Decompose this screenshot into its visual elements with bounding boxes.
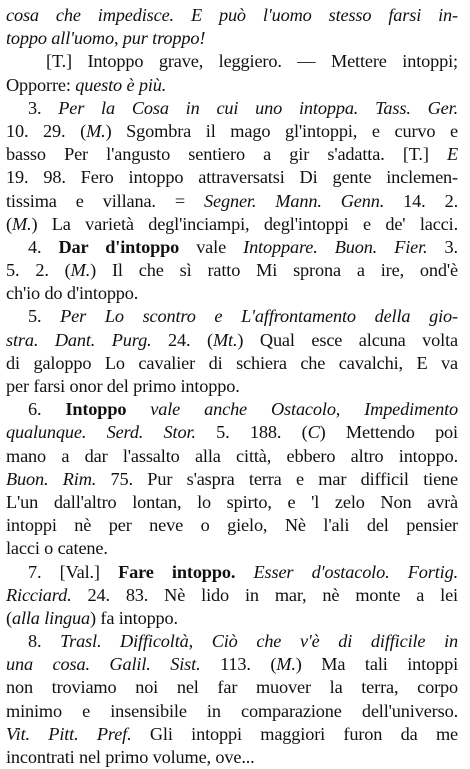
text-run: ) fa intoppo. [90, 607, 178, 628]
text-run: non troviamo noi nel far muover la terra, corpo [6, 677, 458, 698]
text-line [6, 421, 458, 444]
italic-phrase: questo è più. [75, 74, 167, 95]
text-line [6, 4, 458, 27]
text-run: incontrati nel primo volume, ove... [6, 747, 255, 767]
text-run: intoppi nè per neve o gielo, Nè l'ali del pensier [6, 515, 458, 536]
italic-phrase: toppo all'uomo, pur troppo! [6, 28, 206, 49]
italic-phrase: M. [276, 654, 296, 675]
text-line [6, 97, 458, 120]
text-line [6, 375, 458, 398]
text-run: mano a dar l'assalto alla città, ebbero altro intoppo. [6, 445, 458, 466]
text-line [6, 213, 458, 236]
text-run: basso Per l'angusto sentiero a gir s'adatta. [T.] [6, 144, 447, 165]
text-line [6, 120, 458, 143]
text-run: 24. 83. Nè lido in mar, nè monte a lei [71, 584, 458, 605]
text-line [6, 653, 458, 676]
text-run: ) Ma tali intoppi [295, 654, 458, 675]
italic-phrase: cosa che impedisce. E può l'uomo stesso farsi in- [6, 5, 458, 25]
text-run: [T.] Intoppo grave, leggiero. — Mettere intoppi; [46, 51, 458, 72]
text-line [6, 166, 458, 189]
text-run: per farsi onor del primo intoppo. [6, 376, 240, 396]
text-run: ) La varietà degl'inciampi, degl'intoppi e de' lacci. [31, 213, 458, 234]
text-line [6, 561, 458, 584]
text-run: ) Il che sì ratto Mi sprona a ire, ond'è [90, 260, 458, 281]
text-run: 14. 2. [384, 190, 458, 211]
text-line [6, 746, 458, 769]
text-run: Gli intoppi maggiori furon da me [131, 723, 458, 744]
italic-phrase: una cosa. Galil. Sist. [6, 654, 201, 675]
text-run: 5. 2. ( [6, 260, 71, 281]
text-line [6, 445, 458, 468]
text-line [6, 514, 458, 537]
text-line [6, 190, 458, 213]
text-run: 8. [28, 631, 61, 652]
italic-phrase: Trasl. Difficoltà, Ciò che v'è di difficile in [60, 631, 458, 652]
text-run: 6. [28, 399, 66, 420]
text-run: vale [179, 236, 244, 257]
text-line [6, 329, 458, 352]
text-run: 3. [427, 236, 458, 257]
italic-phrase: Ricciard. [6, 584, 72, 605]
text-line [6, 50, 458, 73]
italic-phrase: M. [11, 213, 32, 234]
text-run: ( [6, 213, 12, 234]
text-line [6, 352, 458, 375]
text-run: ) Qual esce alcuna volta [237, 329, 458, 350]
bold-phrase: Intoppo [65, 399, 127, 420]
bold-phrase: Dar d'intoppo [58, 236, 180, 257]
italic-phrase: Esser d'ostacolo. Fortig. [235, 561, 458, 582]
text-run: di galoppo Lo cavalier di schiera che cavalchi, E va [6, 352, 458, 373]
text-line [6, 537, 458, 560]
text-run: 5. [28, 306, 61, 327]
italic-phrase: Vit. Pitt. Pref. [6, 723, 132, 744]
italic-phrase: stra. Dant. Purg. [6, 329, 152, 350]
italic-phrase: M. [70, 260, 91, 281]
text-line [6, 259, 458, 282]
text-line [6, 236, 458, 259]
italic-phrase: M. [86, 120, 106, 141]
italic-phrase: Intoppare. Buon. Fier. [243, 236, 428, 257]
text-line [6, 27, 458, 50]
text-run: 5. 188. ( [195, 422, 308, 443]
text-line [6, 398, 458, 421]
text-run: ) Mettendo poi [319, 422, 458, 443]
text-run: minimo e insensibile in comparazione dell'universo. [6, 700, 458, 721]
italic-phrase: Per la Cosa in cui uno intoppa. Tass. Ger. [58, 97, 458, 118]
text-line [6, 723, 458, 746]
text-run: 75. Pur s'aspra terra e mar difficil tiene [96, 468, 458, 489]
bold-phrase: Fare intoppo. [118, 561, 236, 582]
text-run: 24. ( [151, 329, 213, 350]
text-line [6, 282, 458, 305]
text-run: 113. ( [200, 654, 277, 675]
text-run: 7. [Val.] [28, 561, 119, 582]
text-line [6, 143, 458, 166]
text-run: lacci o catene. [6, 538, 108, 559]
text-line [6, 607, 458, 630]
text-run: 4. [28, 236, 59, 257]
italic-phrase: Segner. Mann. Genn. [204, 190, 385, 211]
italic-phrase: qualunque. Serd. Stor. [6, 422, 196, 443]
italic-phrase: Mt. [212, 329, 238, 350]
text-line [6, 468, 458, 491]
italic-phrase: alla lingua [11, 607, 91, 628]
text-line [6, 491, 458, 514]
dictionary-entry-text [6, 4, 458, 769]
italic-phrase: E [446, 144, 458, 165]
italic-phrase: C [307, 422, 320, 443]
italic-phrase: vale anche Ostacolo, Impedimento [126, 399, 458, 420]
text-run: ( [6, 607, 12, 628]
text-run: ch'io do d'intoppo. [6, 283, 139, 304]
text-line [6, 676, 458, 699]
text-run: 19. 98. Fero intoppo attraversatsi Di gente inclemen- [6, 167, 458, 188]
text-run: 10. 29. ( [6, 120, 87, 141]
text-line [6, 700, 458, 723]
text-line [6, 630, 458, 653]
text-line [6, 305, 458, 328]
text-line [6, 74, 458, 97]
italic-phrase: Buon. Rim. [6, 468, 97, 489]
italic-phrase: Per Lo scontro e L'affrontamento della gio- [60, 306, 458, 327]
text-line [6, 584, 458, 607]
text-run: 3. [28, 97, 59, 118]
text-run: tissima e villana. = [6, 190, 205, 211]
text-run: L'un dall'altro lontan, lo spirto, e 'l zelo Non avrà [6, 491, 458, 512]
text-run: ) Sgombra il mago gl'intoppi, e curvo e [105, 120, 458, 141]
text-run: Opporre: [6, 74, 76, 95]
